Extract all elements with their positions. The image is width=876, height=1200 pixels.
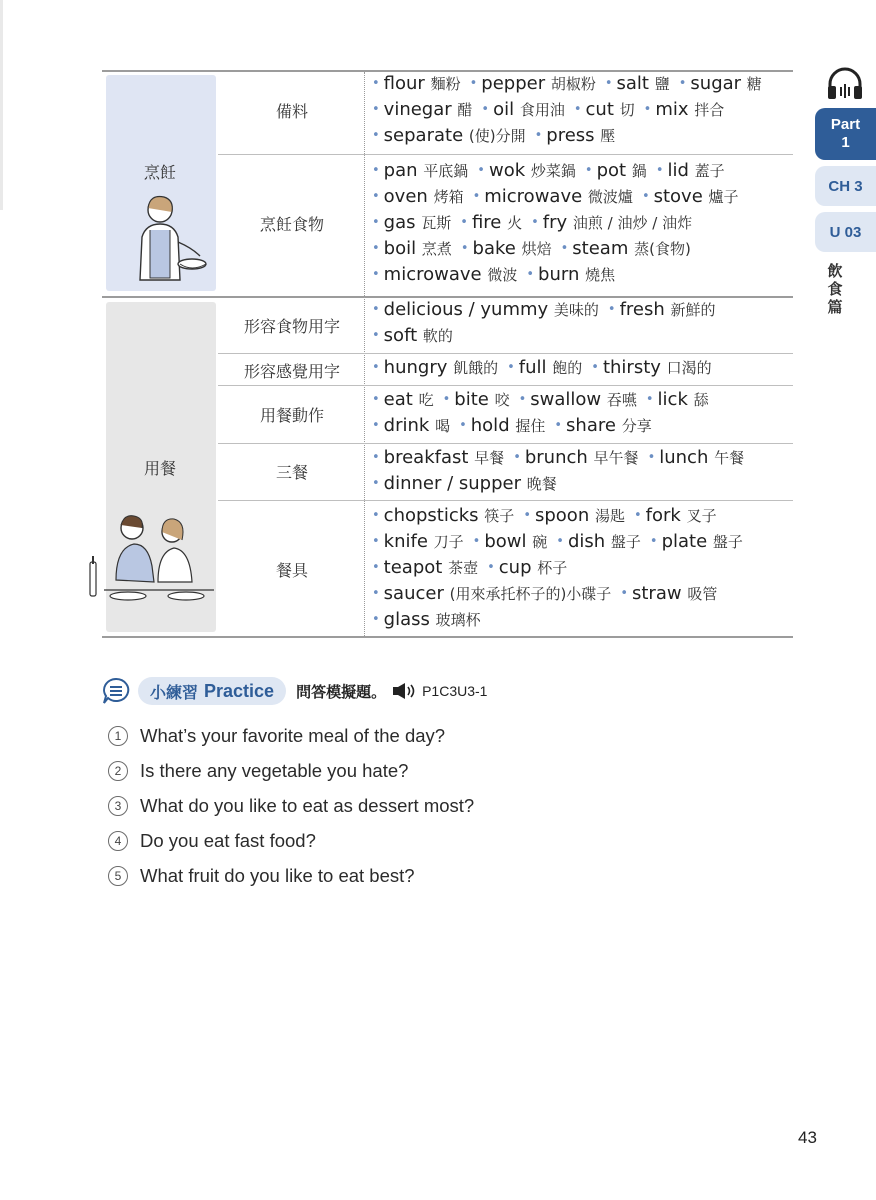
- bullet-icon: •: [560, 241, 569, 256]
- vocab-chinese: 炒菜鍋: [530, 162, 576, 180]
- vocab-line: [372, 581, 792, 607]
- vocab-line: [372, 413, 792, 439]
- vocab-chinese: 鍋: [631, 162, 647, 180]
- list-item: [108, 718, 474, 753]
- bullet-icon: •: [513, 450, 521, 465]
- vocab-chinese: 鹽: [654, 75, 670, 93]
- vocab-english: plate: [661, 531, 708, 552]
- vocab-item: [372, 297, 599, 323]
- question-number: 1: [108, 726, 128, 746]
- vocab-english: dish: [567, 531, 606, 552]
- vocab-chinese: 碗: [532, 533, 548, 551]
- vocab-english: drink: [383, 415, 430, 436]
- vocab-chinese: 蓋子: [694, 162, 725, 180]
- subcategory-label-tableware: 餐具: [275, 561, 308, 580]
- vocab-item: [372, 236, 452, 262]
- cooking-woman-illustration: [120, 192, 212, 290]
- vocab-english: bite: [454, 389, 489, 410]
- bullet-icon: •: [487, 560, 495, 575]
- vocab-english: knife: [383, 531, 428, 552]
- vocab-item: [443, 387, 510, 413]
- subcategory-label-meals: 三餐: [275, 463, 308, 482]
- question-text: What fruit do you like to eat best?: [140, 864, 415, 886]
- vocab-item: [620, 581, 717, 607]
- vocab-english: oil: [493, 99, 515, 120]
- vocab-item: [477, 158, 576, 184]
- vocab-chinese: 油煎 / 油炒 / 油炸: [572, 214, 693, 232]
- chapter-label: CH 3: [828, 177, 863, 195]
- vocab-chinese: 火: [507, 214, 523, 232]
- bullet-icon: •: [531, 215, 539, 230]
- vocab-item: [554, 413, 651, 439]
- vocab-item: [461, 236, 552, 262]
- vocab-chinese: 茶壺: [448, 559, 479, 577]
- vocab-chinese: 口渴的: [666, 359, 712, 377]
- vocab-line: [372, 503, 792, 529]
- vocab-chinese: 拌合: [694, 101, 725, 119]
- vocab-english: lick: [657, 389, 688, 410]
- bullet-icon: •: [372, 189, 380, 204]
- vocab-chinese: 新鮮的: [670, 301, 716, 319]
- vocab-line: [372, 471, 792, 497]
- words-cooking-food: [372, 158, 792, 288]
- bullet-icon: •: [372, 450, 380, 465]
- words-food-adjectives: [372, 297, 792, 349]
- bullet-icon: •: [372, 360, 380, 375]
- table-bottom-border: [102, 636, 793, 638]
- vocab-chinese: 吃: [418, 391, 434, 409]
- vocab-line: [372, 529, 792, 555]
- vocab-chinese: 燒焦: [585, 266, 616, 284]
- vocab-english: sugar: [690, 73, 742, 94]
- vocab-item: [646, 387, 709, 413]
- vocab-chinese: 蒸(食物): [634, 240, 691, 258]
- vocab-english: delicious / yummy: [383, 299, 549, 320]
- practice-header: [102, 676, 487, 706]
- bullet-icon: •: [584, 163, 593, 178]
- vocab-item: [634, 503, 717, 529]
- tab-part[interactable]: [815, 108, 876, 160]
- category-label-dining: 用餐: [143, 459, 176, 478]
- vocab-english: oven: [383, 186, 428, 207]
- vocab-english: soft: [383, 325, 418, 346]
- tab-chapter[interactable]: [815, 166, 876, 206]
- vocab-english: lunch: [659, 447, 709, 468]
- vocab-english: press: [546, 125, 595, 146]
- vocab-item: [372, 413, 450, 439]
- bullet-icon: •: [442, 392, 451, 407]
- vocab-english: spoon: [534, 505, 590, 526]
- vocab-item: [372, 184, 464, 210]
- bullet-icon: •: [507, 360, 515, 375]
- vocab-english: pepper: [481, 73, 546, 94]
- vocab-chinese: 晚餐: [526, 475, 557, 493]
- words-dining-actions: [372, 387, 792, 439]
- bullet-icon: •: [604, 76, 613, 91]
- vocab-chinese: 胡椒粉: [550, 75, 596, 93]
- vocab-item: [372, 555, 478, 581]
- vocab-english: chopsticks: [383, 505, 479, 526]
- vocab-line: [372, 97, 792, 123]
- vocab-chinese: 刀子: [433, 533, 464, 551]
- vocab-chinese: 筷子: [484, 507, 515, 525]
- vocab-english: cut: [585, 99, 614, 120]
- vocab-chinese: 舔: [693, 391, 709, 409]
- vocab-chinese: 飢餓的: [453, 359, 499, 377]
- bullet-icon: •: [643, 102, 652, 117]
- bullet-icon: •: [556, 534, 564, 549]
- vocab-item: [650, 529, 743, 555]
- question-number: 4: [108, 831, 128, 851]
- bullet-icon: •: [477, 163, 485, 178]
- vocab-item: [372, 123, 526, 149]
- vocab-english: straw: [631, 583, 682, 604]
- list-item: [108, 753, 474, 788]
- audio-track-code: P1C3U3-1: [422, 683, 488, 699]
- bullet-icon: •: [372, 267, 380, 282]
- bullet-icon: •: [607, 302, 616, 317]
- bullet-icon: •: [518, 392, 527, 407]
- vocab-english: dinner / supper: [383, 473, 522, 494]
- vocab-item: [372, 71, 461, 97]
- vocab-line: [372, 71, 792, 97]
- list-item: [108, 823, 474, 858]
- vocab-item: [372, 97, 472, 123]
- bullet-icon: •: [372, 560, 380, 575]
- bullet-icon: •: [372, 102, 380, 117]
- vocab-item: [481, 97, 564, 123]
- vocab-english: saucer: [383, 583, 444, 604]
- vocab-line: [372, 355, 792, 381]
- part-label: Part: [830, 116, 861, 133]
- vocab-line: [372, 445, 792, 471]
- vocab-item: [608, 297, 716, 323]
- vocab-english: microwave: [383, 264, 482, 285]
- vocab-chinese: 食用油: [519, 101, 565, 119]
- vocab-english: swallow: [530, 389, 602, 410]
- vocab-english: pan: [383, 160, 418, 181]
- vocab-item: [519, 387, 637, 413]
- words-tableware: [372, 503, 792, 633]
- page-edge-mark: [0, 0, 3, 210]
- vocab-chinese: 分享: [621, 417, 652, 435]
- vocab-english: brunch: [524, 447, 588, 468]
- bullet-icon: •: [372, 163, 380, 178]
- bullet-icon: •: [534, 128, 543, 143]
- vocab-item: [372, 158, 468, 184]
- vocab-item: [513, 445, 638, 471]
- vocab-item: [648, 445, 745, 471]
- vocab-item: [656, 158, 725, 184]
- vocab-item: [372, 503, 514, 529]
- vocab-chinese: 杯子: [537, 559, 568, 577]
- column-divider: [364, 72, 365, 636]
- vocab-line: [372, 323, 792, 349]
- category-label-cooking: 烹飪: [143, 163, 176, 182]
- question-text: What’s your favorite meal of the day?: [140, 724, 446, 746]
- question-text: What do you like to eat as dessert most?: [140, 794, 475, 816]
- vocab-item: [372, 529, 464, 555]
- list-item: [108, 858, 474, 893]
- vocab-item: [507, 355, 582, 381]
- vocab-chinese: 切: [619, 101, 635, 119]
- bullet-icon: •: [554, 418, 563, 433]
- practice-title-pill: [138, 677, 286, 705]
- vocab-english: gas: [383, 212, 416, 233]
- bullet-icon: •: [472, 534, 481, 549]
- vocab-chinese: 午餐: [714, 449, 745, 467]
- vocab-chinese: 盤子: [712, 533, 743, 551]
- vocab-item: [487, 555, 567, 581]
- vocab-chinese: 烘焙: [521, 240, 552, 258]
- vocab-english: full: [518, 357, 547, 378]
- vocab-chinese: 瓦斯: [421, 214, 452, 232]
- bullet-icon: •: [372, 612, 380, 627]
- bullet-icon: •: [620, 586, 628, 601]
- vocab-item: [535, 123, 616, 149]
- words-feeling-adjectives: [372, 355, 792, 381]
- vocab-chinese: 微波爐: [587, 188, 633, 206]
- vocab-item: [372, 581, 611, 607]
- vocab-item: [372, 355, 498, 381]
- vocab-english: separate: [383, 125, 464, 146]
- vocab-english: fire: [471, 212, 502, 233]
- question-text: Do you eat fast food?: [140, 829, 316, 851]
- vocab-english: vinegar: [383, 99, 452, 120]
- bullet-icon: •: [526, 267, 535, 282]
- unit-label: U 03: [829, 223, 862, 241]
- bullet-icon: •: [472, 189, 481, 204]
- vocab-chinese: (使)分開: [468, 127, 526, 145]
- vocab-line: [372, 555, 792, 581]
- vocab-english: thirsty: [602, 357, 661, 378]
- vocab-english: cup: [498, 557, 532, 578]
- row-divider: [218, 385, 793, 386]
- vocab-line: [372, 210, 792, 236]
- vocab-chinese: 軟的: [422, 327, 453, 345]
- vocab-line: [372, 158, 792, 184]
- bullet-icon: •: [647, 450, 656, 465]
- vocab-english: mix: [655, 99, 689, 120]
- bullet-icon: •: [649, 534, 658, 549]
- vocab-item: [526, 262, 615, 288]
- vocab-item: [523, 503, 625, 529]
- vocab-item: [372, 471, 557, 497]
- bullet-icon: •: [655, 163, 664, 178]
- vocab-item: [585, 158, 647, 184]
- vocab-item: [372, 445, 504, 471]
- vocab-item: [459, 413, 545, 439]
- part-number: 1: [841, 134, 850, 151]
- vocab-item: [372, 262, 517, 288]
- tab-unit[interactable]: [815, 212, 876, 252]
- bullet-icon: •: [469, 76, 478, 91]
- vocab-chinese: 微波: [487, 266, 518, 284]
- dining-couple-illustration: [82, 510, 222, 606]
- bullet-icon: •: [372, 534, 380, 549]
- vocab-item: [372, 210, 451, 236]
- bullet-icon: •: [523, 508, 531, 523]
- bullet-icon: •: [372, 128, 380, 143]
- bullet-icon: •: [460, 241, 469, 256]
- vocab-chinese: 平底鍋: [423, 162, 469, 180]
- bullet-icon: •: [372, 586, 380, 601]
- bullet-icon: •: [481, 102, 490, 117]
- vocab-chinese: 糖: [746, 75, 762, 93]
- row-divider: [218, 353, 793, 354]
- vocab-item: [679, 71, 762, 97]
- vocab-item: [556, 529, 641, 555]
- subcategory-label-cooking-food: 烹飪食物: [259, 215, 324, 234]
- row-divider: [218, 443, 793, 444]
- bullet-icon: •: [459, 418, 467, 433]
- words-ingredients: [372, 71, 792, 149]
- vocab-chinese: 美味的: [553, 301, 599, 319]
- practice-question-list: [108, 718, 474, 893]
- vocab-english: bowl: [484, 531, 527, 552]
- vocab-english: pot: [596, 160, 627, 181]
- practice-title-zh: 小練習: [150, 684, 199, 702]
- vocab-english: steam: [572, 238, 629, 259]
- vocab-english: fresh: [619, 299, 665, 320]
- subcategory-label-dining-actions: 用餐動作: [259, 406, 324, 425]
- vocab-english: boil: [383, 238, 417, 259]
- section-title: 飲食篇: [827, 262, 843, 316]
- vocab-chinese: 玻璃杯: [435, 611, 481, 629]
- bullet-icon: •: [372, 476, 380, 491]
- vocab-chinese: 吸管: [687, 585, 718, 603]
- vocab-english: hold: [470, 415, 510, 436]
- vocab-item: [473, 529, 548, 555]
- vocab-item: [642, 184, 739, 210]
- question-text: Is there any vegetable you hate?: [140, 759, 409, 781]
- vocab-english: microwave: [484, 186, 583, 207]
- vocab-line: [372, 262, 792, 288]
- vocab-chinese: 叉子: [686, 507, 717, 525]
- vocab-english: lid: [667, 160, 689, 181]
- vocab-english: share: [566, 415, 616, 436]
- words-meals: [372, 445, 792, 497]
- row-divider: [218, 154, 793, 155]
- vocab-english: fry: [542, 212, 568, 233]
- question-number: 2: [108, 761, 128, 781]
- question-number: 3: [108, 796, 128, 816]
- vocab-chinese: 早午餐: [593, 449, 639, 467]
- vocab-chinese: 烤箱: [433, 188, 464, 206]
- vocab-english: fork: [645, 505, 681, 526]
- bullet-icon: •: [372, 392, 380, 407]
- vocab-chinese: 盤子: [610, 533, 641, 551]
- vocab-chinese: 湯匙: [594, 507, 625, 525]
- vocab-item: [372, 323, 453, 349]
- practice-subtitle: 問答模擬題。: [296, 682, 387, 701]
- vocab-chinese: 握住: [515, 417, 546, 435]
- vocab-item: [372, 387, 434, 413]
- question-number: 5: [108, 866, 128, 886]
- vocab-english: flour: [383, 73, 425, 94]
- bullet-icon: •: [678, 76, 687, 91]
- vocab-line: [372, 184, 792, 210]
- vocab-english: burn: [538, 264, 580, 285]
- vocab-chinese: 飽的: [552, 359, 583, 377]
- vocab-chinese: 喝: [435, 417, 451, 435]
- vocab-item: [644, 97, 725, 123]
- bullet-icon: •: [372, 215, 380, 230]
- vocab-english: wok: [488, 160, 526, 181]
- bullet-icon: •: [372, 241, 380, 256]
- chat-bubble-icon: [102, 677, 130, 705]
- vocab-chinese: 早餐: [474, 449, 505, 467]
- vocab-line: [372, 607, 792, 633]
- page-number: 43: [798, 1128, 817, 1147]
- vocab-line: [372, 387, 792, 413]
- bullet-icon: •: [372, 76, 380, 91]
- vocab-item: [470, 71, 596, 97]
- vocab-item: [531, 210, 692, 236]
- vocab-chinese: 麵粉: [430, 75, 461, 93]
- headphones-icon: [825, 66, 865, 102]
- vocab-english: stove: [653, 186, 703, 207]
- bullet-icon: •: [641, 189, 650, 204]
- vocab-item: [574, 97, 635, 123]
- vocab-chinese: 爐子: [708, 188, 739, 206]
- vocab-chinese: 壓: [600, 127, 616, 145]
- bullet-icon: •: [460, 215, 468, 230]
- vocab-chinese: 吞嚥: [606, 391, 637, 409]
- vocab-english: bake: [472, 238, 516, 259]
- vocab-item: [561, 236, 691, 262]
- practice-title-en: Practice: [204, 680, 275, 701]
- vocab-item: [460, 210, 522, 236]
- vocab-english: hungry: [383, 357, 448, 378]
- bullet-icon: •: [372, 418, 380, 433]
- speaker-icon[interactable]: [392, 682, 420, 700]
- vocab-item: [605, 71, 670, 97]
- vocab-line: [372, 297, 792, 323]
- vocab-english: eat: [383, 389, 413, 410]
- subcategory-label-feeling-adjectives: 形容感覺用字: [243, 362, 340, 381]
- vocab-item: [473, 184, 633, 210]
- vocab-line: [372, 123, 792, 149]
- bullet-icon: •: [573, 102, 582, 117]
- vocab-english: teapot: [383, 557, 443, 578]
- bullet-icon: •: [633, 508, 642, 523]
- list-item: [108, 788, 474, 823]
- subcategory-label-food-adjectives: 形容食物用字: [243, 317, 340, 336]
- vocab-chinese: 咬: [494, 391, 510, 409]
- bullet-icon: •: [372, 508, 380, 523]
- subcategory-label-ingredients: 備料: [275, 102, 308, 121]
- vocab-chinese: (用來承托杯子的)小碟子: [449, 585, 612, 603]
- bullet-icon: •: [645, 392, 654, 407]
- vocab-english: glass: [383, 609, 430, 630]
- vocab-english: salt: [616, 73, 649, 94]
- bullet-icon: •: [591, 360, 599, 375]
- vocab-item: [372, 607, 481, 633]
- bullet-icon: •: [372, 328, 380, 343]
- row-divider: [218, 500, 793, 501]
- vocab-chinese: 烹煮: [421, 240, 452, 258]
- vocab-chinese: 醋: [457, 101, 473, 119]
- vocab-item: [591, 355, 711, 381]
- vocab-english: breakfast: [383, 447, 469, 468]
- bullet-icon: •: [372, 302, 380, 317]
- vocab-line: [372, 236, 792, 262]
